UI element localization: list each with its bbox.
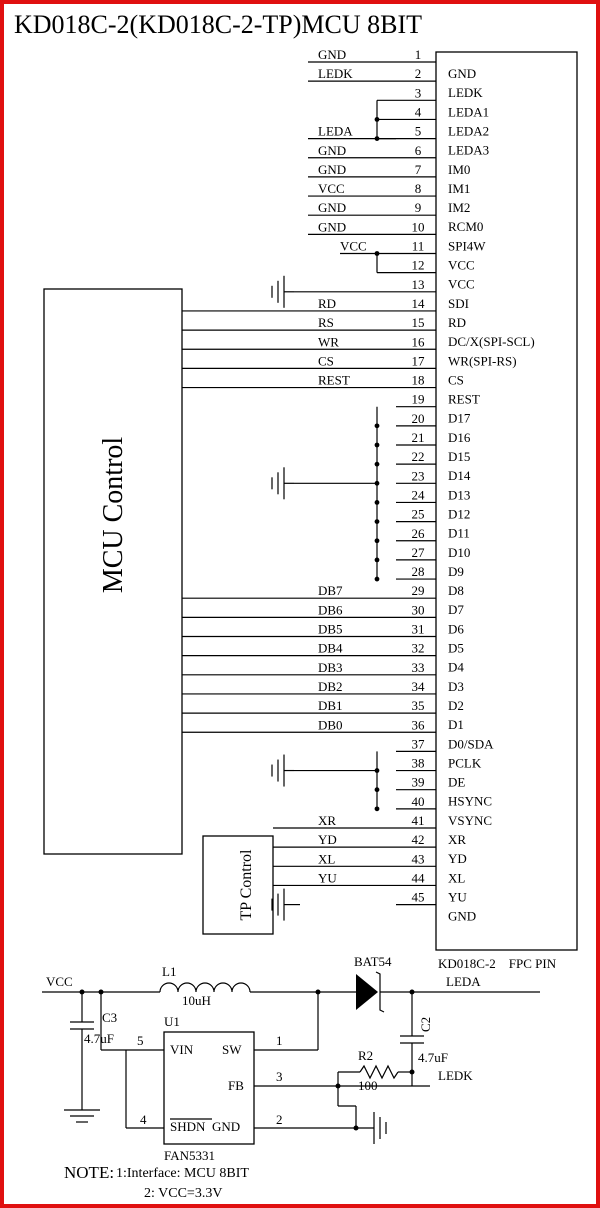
pin-signal-label: VCC <box>448 276 475 292</box>
pin-number: 7 <box>414 161 422 177</box>
pin-signal-label: LEDA3 <box>448 142 490 158</box>
pin-number: 26 <box>411 525 425 541</box>
pin-net-label: LEDK <box>318 66 353 82</box>
pin-number: 41 <box>411 813 425 828</box>
pin-number: 10 <box>411 219 425 235</box>
junction-dot <box>375 251 380 256</box>
pin-signal-label: DC/X(SPI-SCL) <box>448 334 535 350</box>
inductor-symbol <box>160 983 250 992</box>
pin-number: 33 <box>411 659 425 675</box>
pin-net-label: VCC <box>340 238 367 254</box>
pin-net-label: RS <box>318 315 334 331</box>
pin-number: 4 <box>414 104 422 120</box>
pin-signal-label: PCLK <box>448 755 482 771</box>
c3-value: 4.7uF <box>84 1031 114 1046</box>
pin-number: 39 <box>411 774 425 790</box>
pin-number: 35 <box>411 698 425 714</box>
junction-dot <box>375 787 380 792</box>
junction-dot <box>375 519 380 524</box>
pin-signal-label: D9 <box>448 563 464 579</box>
pin-group <box>182 47 535 924</box>
junction-dot <box>375 423 380 428</box>
pin-net-label: DB6 <box>318 602 343 618</box>
pin-signal-label: D12 <box>448 506 471 522</box>
pin-number: 17 <box>411 353 425 369</box>
pin-signal-label: RD <box>448 314 467 330</box>
vcc-rail-label: VCC <box>46 974 73 989</box>
pin-net-label: RD <box>318 295 337 311</box>
pin-signal-label: D17 <box>448 410 471 426</box>
pin-signal-label: D7 <box>448 602 464 618</box>
u1-pin1-num: 1 <box>276 1033 283 1048</box>
pin-signal-label: D5 <box>448 640 464 656</box>
pin-net-label: GND <box>318 219 347 235</box>
pin-number: 8 <box>414 181 422 197</box>
note-line-1: 1:Interface: MCU 8BIT <box>116 1166 249 1181</box>
pin-signal-label: IM2 <box>448 200 471 216</box>
pin-number: 18 <box>411 372 425 388</box>
pin-number: 20 <box>411 410 425 426</box>
u1-pin5-num: 5 <box>137 1033 144 1048</box>
pin-number: 11 <box>411 238 425 254</box>
pin-signal-label: D14 <box>448 468 471 484</box>
pin-number: 21 <box>411 430 425 445</box>
pin-number: 34 <box>411 678 425 694</box>
pin-number: 43 <box>411 851 425 867</box>
c2-value: 4.7uF <box>418 1050 448 1065</box>
pin-net-label: DB5 <box>318 621 343 637</box>
pin-number: 5 <box>414 123 422 139</box>
pin-number: 9 <box>414 200 422 216</box>
u1-vin-pin: VIN <box>170 1042 194 1057</box>
pin-signal-label: CS <box>448 372 464 388</box>
pin-number: 31 <box>411 621 425 637</box>
pin-net-label: XR <box>318 813 337 828</box>
pin-signal-label: D8 <box>448 583 464 599</box>
pin-signal-label: D15 <box>448 449 471 464</box>
pin-net-label: DB2 <box>318 678 343 694</box>
pin-net-label: GND <box>318 200 347 216</box>
pin-net-label: DB3 <box>318 659 343 675</box>
junction-dot <box>375 117 380 122</box>
pin-number: 45 <box>411 889 425 905</box>
pin-signal-label: VSYNC <box>448 812 493 828</box>
l1-value: 10uH <box>182 993 211 1008</box>
pin-number: 16 <box>411 334 425 350</box>
pin-signal-label: RCM0 <box>448 219 484 235</box>
pin-net-label: XL <box>318 851 336 867</box>
junction-dot <box>375 500 380 505</box>
pin-number: 1 <box>414 47 422 62</box>
junction-dot <box>375 577 380 582</box>
junction-dot <box>375 806 380 811</box>
pin-net-label: GND <box>318 47 347 62</box>
pin-signal-label: LEDA2 <box>448 123 490 139</box>
u1-pin3-num: 3 <box>276 1069 283 1084</box>
pin-signal-label: XL <box>448 870 466 886</box>
pin-signal-label: D0/SDA <box>448 736 494 752</box>
junction-dot <box>375 443 380 448</box>
pin-signal-label: D4 <box>448 659 464 675</box>
pin-net-label: DB1 <box>318 698 343 714</box>
pin-net-label: VCC <box>318 181 345 197</box>
pin-number: 44 <box>411 870 425 886</box>
leda-output-label: LEDA <box>446 974 481 989</box>
l1-ref: L1 <box>162 964 177 979</box>
c3-ref: C3 <box>102 1010 118 1025</box>
pin-number: 32 <box>411 640 425 656</box>
pin-number: 12 <box>411 257 425 273</box>
pin-number: 42 <box>411 832 425 848</box>
diode-symbol <box>356 974 378 1010</box>
u1-pin4-num: 4 <box>140 1112 147 1127</box>
pin-number: 28 <box>411 564 425 580</box>
pin-number: 2 <box>414 66 422 82</box>
r2-ref: R2 <box>358 1048 374 1063</box>
pin-number: 25 <box>411 506 425 522</box>
mcu-control-label: MCU Control <box>98 436 129 594</box>
tp-control-label: TP Control <box>238 849 255 921</box>
pin-signal-label: YD <box>448 851 467 867</box>
pin-signal-label: VCC <box>448 257 475 273</box>
connector-label: KD018C-2 FPC PIN <box>438 956 557 971</box>
resistor-symbol <box>360 1066 398 1078</box>
pin-signal-label: XR <box>448 832 467 847</box>
pin-signal-label: D1 <box>448 717 464 733</box>
pin-signal-label: HSYNC <box>448 793 493 809</box>
pin-signal-label: GND <box>448 66 477 81</box>
u1-fb-pin: FB <box>228 1078 244 1093</box>
u1-sw-pin: SW <box>222 1042 242 1057</box>
u1-shdn-pin: SHDN <box>170 1119 206 1134</box>
pin-net-label: WR <box>318 334 339 350</box>
r2-value: 100 <box>358 1078 378 1093</box>
ledk-output-label: LEDK <box>438 1068 473 1083</box>
pin-number: 40 <box>411 793 425 809</box>
pin-number: 22 <box>411 449 425 465</box>
pin-signal-label: YU <box>448 889 467 905</box>
junction-dot <box>375 558 380 563</box>
diode-label: BAT54 <box>354 954 392 969</box>
pin-signal-label: SDI <box>448 295 469 311</box>
u1-gnd-pin: GND <box>212 1119 241 1134</box>
pin-number: 30 <box>411 602 425 618</box>
u1-ref: U1 <box>164 1014 180 1029</box>
u1-part-number: FAN5331 <box>164 1148 216 1163</box>
pin-signal-label: WR(SPI-RS) <box>448 353 517 369</box>
pin-signal-label: D16 <box>448 429 471 445</box>
boost-circuit <box>42 954 540 1163</box>
pin-number: 29 <box>411 583 425 599</box>
pin-signal-label: IM1 <box>448 180 471 196</box>
u1-pin2-num: 2 <box>276 1112 283 1127</box>
pin-signal-label: D6 <box>448 621 464 637</box>
pin-signal-label: D13 <box>448 487 471 503</box>
pin-number: 6 <box>414 142 422 158</box>
pin-signal-label: LEDA1 <box>448 104 490 120</box>
pin-number: 13 <box>411 276 425 292</box>
pin-number: 38 <box>411 755 425 771</box>
pin-signal-label: D3 <box>448 678 464 694</box>
junction-dot <box>375 462 380 467</box>
pin-net-label: YD <box>318 832 337 848</box>
junction-dot <box>375 538 380 543</box>
junction-dot <box>375 136 380 141</box>
c2-ref: C2 <box>418 1016 433 1032</box>
note-line-2: 2: VCC=3.3V <box>144 1186 223 1201</box>
pin-signal-label: IM0 <box>448 161 471 177</box>
pin-net-label: DB0 <box>318 717 343 733</box>
pin-net-label: GND <box>318 161 347 177</box>
pin-net-label: DB7 <box>318 583 343 599</box>
pin-net-label: GND <box>318 142 347 158</box>
pin-number: 15 <box>411 315 425 331</box>
pin-number: 37 <box>411 736 425 752</box>
page-title: KD018C-2(KD018C-2-TP)MCU 8BIT <box>14 10 423 39</box>
pin-number: 24 <box>411 487 425 503</box>
pin-signal-label: REST <box>448 391 480 407</box>
pin-net-label: REST <box>318 372 350 388</box>
pin-signal-label: SPI4W <box>448 238 486 254</box>
pin-number: 19 <box>411 391 425 407</box>
pin-number: 36 <box>411 717 425 733</box>
pin-signal-label: D10 <box>448 544 471 560</box>
pin-signal-label: D11 <box>448 525 470 541</box>
pin-net-label: DB4 <box>318 640 343 656</box>
note-label: NOTE: <box>64 1163 115 1182</box>
pin-net-label: LEDA <box>318 123 353 139</box>
pin-signal-label: GND <box>448 908 477 924</box>
pin-number: 23 <box>411 468 425 484</box>
pin-signal-label: DE <box>448 774 466 790</box>
pin-signal-label: D2 <box>448 697 464 713</box>
pin-signal-label: LEDK <box>448 85 483 101</box>
pin-number: 3 <box>414 85 422 101</box>
pin-net-label: YU <box>318 870 337 886</box>
pin-number: 14 <box>411 295 425 311</box>
pin-number: 27 <box>411 544 425 560</box>
pin-net-label: CS <box>318 353 334 369</box>
